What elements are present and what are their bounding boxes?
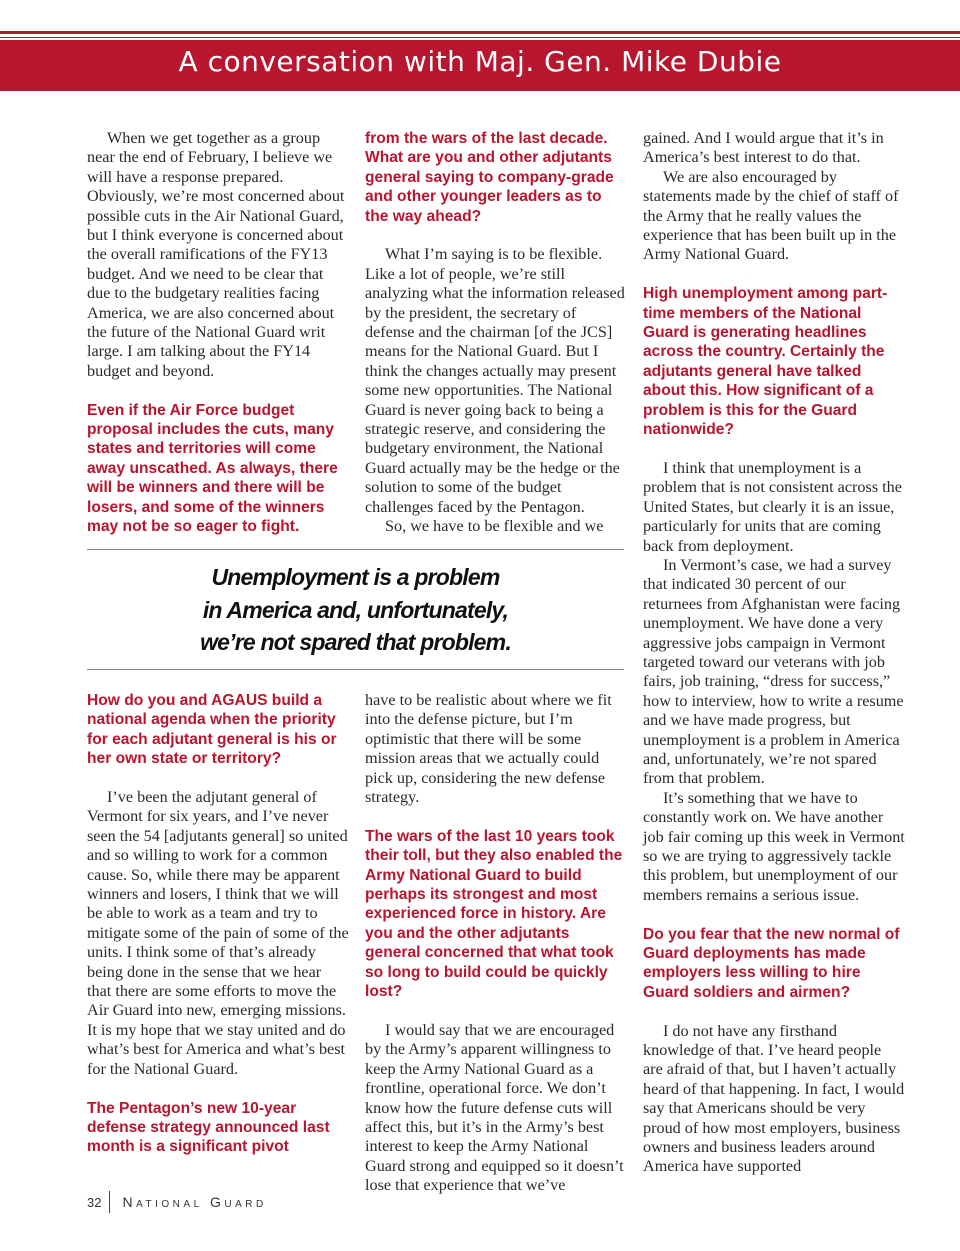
paragraph-gap: [87, 769, 349, 788]
column-1-top: [87, 129, 349, 537]
interview-question: High unemployment among part-time members of the National Guard is generating headlines across the country. Certainly the adjutants general have talked about this. How significant of a problem is this for the Guard nationwide?: [643, 285, 888, 439]
answer-paragraph: I do not have any firsthand knowledge of that. I’ve heard people are afraid of that, but I haven’t actually heard of that happening. In fact, I would say that Americans should be very proud of how most employers, business owners and business leaders around America have supported: [643, 1021, 905, 1176]
answer-paragraph: What I’m saying is to be flexible. Like a lot of people, we’re still analyzing what the information released by the president, the secretary of defense and the chairman [of the JCS] means for the National Guard. But I think the changes actually may present some new opportunities. The National Guard is never going back to being a strategic reserve, and considering the budgetary environment, the National Guard actually may be the hedge or the solution to some of the budget challenges faced by the Pentagon.: [365, 245, 625, 516]
interview-question: Even if the Air Force budget proposal includes the cuts, many states and territories will come away unscathed. As always, there will be winners and there will be losers, and some of the winners may not be so eager to fight.: [87, 401, 338, 536]
paragraph-gap: [87, 381, 349, 400]
interview-question: The Pentagon’s new 10-year defense strategy announced last month is a significant pivot: [87, 1099, 330, 1156]
answer-paragraph: So, we have to be flexible and we: [385, 517, 604, 536]
footer-divider: [109, 1191, 110, 1213]
answer-paragraph: gained. And I would argue that it’s in America’s best interest to do that.: [643, 129, 884, 167]
pull-quote-rule-bottom: [87, 669, 624, 670]
answer-paragraph: I’ve been the adjutant general of Vermont for six years, and I’ve never seen the 54 [adjutants general] so united and so willing to work for a common cause. So, while there may be apparent winners and losers, I think that we will be able to work as a team and try to mitigate some of the pain of some of the units. I think some of that’s already being done in the sense that we hear that there are some efforts to move the Air Guard into new, emerging missions. It is my hope that we stay united and do what’s best for America and what’s best for the National Guard.: [87, 788, 349, 1078]
pull-quote-line: Unemployment is a problem: [211, 564, 500, 590]
interview-question: Do you fear that the new normal of Guard deployments has made employers less willing to hire Guard soldiers and airmen?: [643, 925, 900, 1001]
paragraph-gap: [365, 807, 627, 826]
answer-paragraph: In Vermont’s case, we had a survey that indicated 30 percent of our returnees from Afghanistan were facing unemployment. We have done a very aggressive jobs campaign in Vermont targeted toward our veterans with job fairs, job training, “dress for success,” how to interview, how to write a resume and we have made progress, but unemployment is a problem in America and, unfortunately, we’re not spared from that problem.: [643, 555, 904, 788]
paragraph-gap: [643, 439, 905, 458]
answer-paragraph: I would say that we are encouraged by the Army’s apparent willingness to keep the Army National Guard as a frontline, operational force. We don’t know how the future defense cuts will affect this, but it’s in the Army’s best interest to keep the Army National Guard strong and equipped so it doesn’t lose that experience that we’ve: [365, 1020, 624, 1195]
pull-quote: [87, 561, 624, 659]
publication-name: National Guard: [122, 1194, 267, 1210]
page-number: 32: [87, 1194, 102, 1210]
paragraph-gap: [643, 1002, 905, 1021]
answer-paragraph: We are also encouraged by statements made by the chief of staff of the Army that he really values the experience that has been built up in the Army National Guard.: [643, 167, 899, 264]
pull-quote-line: we’re not spared that problem.: [200, 629, 511, 655]
interview-question: from the wars of the last decade. What are you and other adjutants general saying to company-grade and other younger leaders as to the way ahead?: [365, 130, 614, 225]
paragraph-gap: [365, 1001, 627, 1020]
page-title: A conversation with Maj. Gen. Mike Dubie: [178, 45, 782, 78]
answer-paragraph: I think that unemployment is a problem that is not consistent across the United States, but clearly it is an issue, particularly for units that are coming back from deployment.: [643, 458, 902, 555]
interview-question: The wars of the last 10 years took their toll, but they also enabled the Army National Guard to build perhaps its strongest and most experienced force in history. Are you and the other adjutants general concerned that what took so long to build could be quickly lost?: [365, 827, 623, 1001]
column-2-top: [365, 129, 627, 537]
column-1-bottom: [87, 691, 349, 1157]
paragraph-gap: [87, 1079, 349, 1098]
interview-question: How do you and AGAUS build a national agenda when the priority for each adjutant general is his or her own state or territory?: [87, 692, 337, 768]
answer-paragraph: have to be realistic about where we fit into the defense picture, but I’m optimistic that there will be some mission areas that we actually could pick up, considering the new defense strategy.: [365, 691, 612, 807]
pull-quote-rule-top: [87, 549, 624, 550]
paragraph-gap: [643, 265, 905, 284]
paragraph-gap: [365, 226, 627, 245]
answer-paragraph: When we get together as a group near the end of February, I believe we will have a response prepared. Obviously, we’re most concerned about possible cuts in the Air National Guard, but I think everyone is concerned about the overall ramifications of the FY13 budget. And we need to be clear that due to the budgetary realities facing America, we are also concerned about the future of the National Guard writ large. I am talking about the FY14 budget and beyond.: [87, 129, 345, 380]
column-3: [643, 129, 905, 1177]
page-footer: [87, 1190, 267, 1214]
pull-quote-line: in America and, unfortunately,: [202, 596, 509, 623]
column-2-bottom: [365, 691, 627, 1196]
answer-paragraph: It’s something that we have to constantly work on. We have another job fair coming up this week in Vermont so we are trying to aggressively tackle this problem, but unemployment of our members remains a serious issue.: [643, 788, 905, 904]
paragraph-gap: [643, 905, 905, 924]
